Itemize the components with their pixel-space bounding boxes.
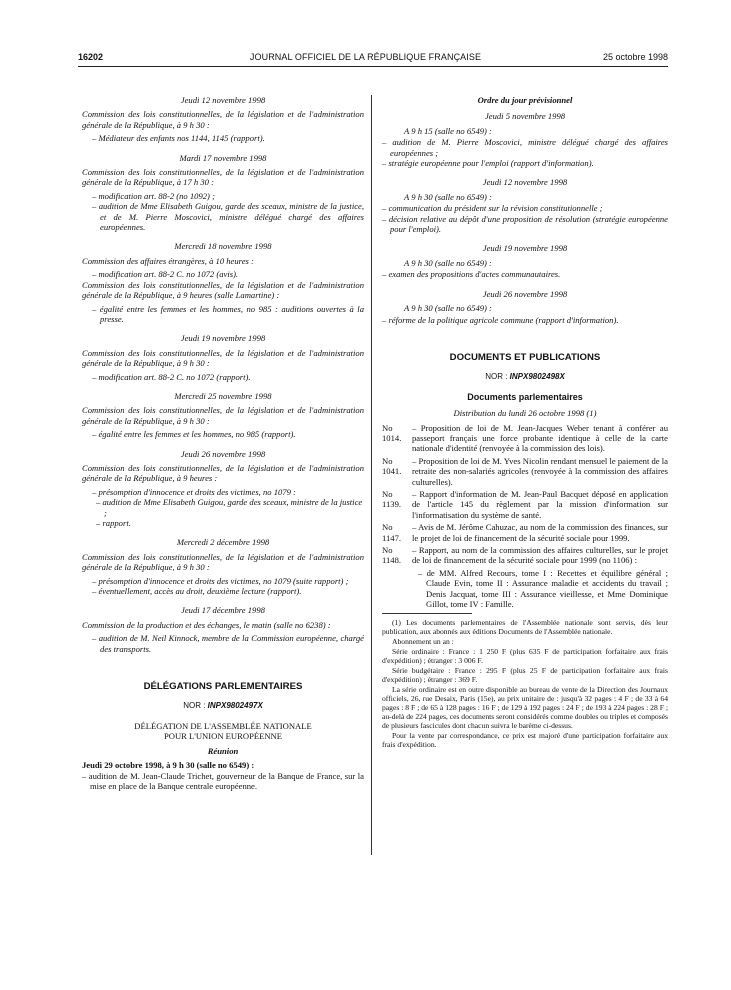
left-column	[82, 95, 364, 794]
document-number: No 1139.	[382, 488, 402, 510]
right-column	[382, 95, 668, 750]
date-heading: Mardi 17 novembre 1998	[179, 152, 267, 163]
date-heading: Jeudi 26 novembre 1998	[482, 288, 568, 299]
document-text: – Proposition de loi de M. Jean-Jacques Weber tenant à conférer au passeport français une force probante identique à celle de la carte nationale d'identité (renvoyée à la commission des lois).	[412, 422, 668, 454]
document-subentry: – de MM. Alfred Recours, tome I : Recettes et équilibre général ; Claude Evin, tome II : Assurance maladie et accidents du travail ; Denis Jacquat, tome III : Assurance vieillesse, et Mme Dominique Gillot, tome IV : Famille.	[418, 567, 668, 610]
delegation-name: DÉLÉGATION DE L'ASSEMBLÉE NATIONALE	[134, 720, 312, 731]
section-title: DÉLÉGATIONS PARLEMENTAIRES	[143, 681, 303, 693]
document-number: No 1014.	[382, 422, 402, 443]
time-room: A 9 h 30 (salle no 6549) :	[404, 257, 492, 268]
document-number: No 1148.	[382, 545, 402, 566]
time-room: A 9 h 30 (salle no 6549) :	[404, 303, 492, 314]
document-number: No 1147.	[382, 522, 402, 543]
agenda-item: – décision relative au dépôt d'une proposition de résolution (stratégie européenne pour l'emploi).	[382, 213, 668, 235]
document-entry	[382, 489, 668, 520]
agenda-item: – modification art. 88-2 C. no 1072 (avis).	[92, 269, 239, 280]
agenda-item: – présomption d'innocence et droits des victimes, no 1079 (suite rapport) ;	[92, 575, 349, 586]
agenda-item: – Médiateur des enfants nos 1144, 1145 (rapport).	[92, 133, 265, 144]
meeting-date: Jeudi 29 octobre 1998, à 9 h 30 (salle no 6549) :	[82, 760, 255, 771]
commission-entry: Commission des lois constitutionnelles, de la législation et de l'administration générale de la République, à 9 heures (salle Lamartine) :	[82, 279, 364, 301]
agenda-item: – audition de M. Pierre Moscovici, ministre délégué chargé des affaires européennes ;	[382, 137, 668, 158]
agenda-subitem: – audition de Mme Elisabeth Guigou, garde des sceaux, ministre de la justice ;	[96, 497, 363, 518]
commission-entry: Commission des lois constitutionnelles, de la législation et de l'administration générale de la République, à 17 h 30 :	[82, 167, 364, 188]
document-text: – Avis de M. Jérôme Cahuzac, au nom de la commission des finances, sur le projet de loi de financement de la sécurité sociale pour 1999.	[412, 522, 668, 543]
agenda-item: – audition de Mme Elisabeth Guigou, garde des sceaux, ministre de la justice, et de M. Pierre Moscovici, ministre délégué chargé des affaires européennes.	[92, 201, 364, 233]
date-heading: Jeudi 5 novembre 1998	[484, 111, 566, 122]
distribution-heading: Distribution du lundi 26 octobre 1998 (1)	[453, 408, 597, 419]
document-entry	[382, 545, 668, 566]
commission-entry: Commission des lois constitutionnelles, de la législation et de l'administration générale de la République, à 9 h 30 :	[82, 109, 364, 130]
document-entry	[382, 522, 668, 543]
commission-entry: Commission des lois constitutionnelles, de la législation et de l'administration générale de la République, à 9 h 30 :	[82, 551, 364, 573]
date-heading: Jeudi 19 novembre 1998	[482, 243, 568, 254]
commission-entry: Commission des lois constitutionnelles, de la législation et de l'administration générale de la République, à 9 h 30 :	[82, 347, 364, 369]
agenda-item: – audition de M. Neil Kinnock, membre de la Commission européenne, chargé des transports.	[92, 633, 364, 654]
footnote: Série budgétaire : France : 295 F (plus 25 F de participation forfaitaire aux frais d'expédition) ; étranger : 369 F.	[382, 666, 668, 685]
date-heading: Jeudi 17 décembre 1998	[181, 605, 265, 616]
meeting-heading: Réunion	[207, 745, 239, 756]
page-number: 16202	[78, 52, 104, 62]
agenda-item: – égalité entre les femmes et les hommes, no 985 (rapport).	[92, 429, 296, 440]
agenda-item: – réforme de la politique agricole commune (rapport d'information).	[382, 314, 619, 325]
date-heading: Jeudi 12 novembre 1998	[482, 177, 568, 188]
agenda-item: – examen des propositions d'actes communautaires.	[382, 269, 561, 280]
agenda-item: – éventuellement, accès au droit, deuxième lecture (rapport).	[92, 586, 302, 597]
time-room: A 9 h 30 (salle no 6549) :	[404, 191, 492, 202]
date-heading: Mercredi 25 novembre 1998	[174, 390, 272, 401]
time-room: A 9 h 15 (salle no 6549) :	[404, 125, 492, 136]
column-divider	[371, 95, 372, 855]
agenda-item: – égalité entre les femmes et les hommes, no 985 : auditions ouvertes à la presse.	[92, 303, 364, 324]
section-title: DOCUMENTS ET PUBLICATIONS	[449, 351, 601, 363]
date-heading: Jeudi 12 novembre 1998	[180, 95, 266, 105]
agenda-item: – modification art. 88-2 C. no 1072 (rapport).	[92, 371, 251, 382]
agenda-title: Ordre du jour prévisionnel	[477, 95, 573, 105]
date-heading: Jeudi 26 novembre 1998	[180, 448, 266, 459]
commission-entry: Commission des lois constitutionnelles, de la législation et de l'administration générale de la République, à 9 heures :	[82, 462, 364, 484]
date-heading: Mercredi 18 novembre 1998	[174, 241, 272, 252]
date-heading: Jeudi 19 novembre 1998	[180, 333, 266, 344]
footnote: Abonnement un an :	[392, 637, 454, 647]
journal-title: JOURNAL OFFICIEL DE LA RÉPUBLIQUE FRANÇAISE	[249, 52, 482, 62]
footnote-rule	[382, 613, 472, 614]
nor-reference: NOR : INPX9802497X	[183, 701, 263, 711]
document-text: – Rapport d'information de M. Jean-Paul Bacquet déposé en application de l'article 145 du règlement par la mission d'information sur l'informatisation du système de santé.	[412, 488, 668, 520]
agenda-item: – audition de M. Jean-Claude Trichet, gouverneur de la Banque de France, sur la mise en place de la Banque centrale européenne.	[82, 770, 364, 791]
commission-entry: Commission des affaires étrangères, à 10 heures :	[82, 255, 254, 266]
date-heading: Mercredi 2 décembre 1998	[176, 537, 270, 548]
header-rule	[78, 66, 668, 67]
agenda-item: – stratégie européenne pour l'emploi (rapport d'information).	[382, 158, 594, 169]
agenda-subitem: – rapport.	[96, 518, 131, 528]
footnote: Pour la vente par correspondance, ce prix est majoré d'une participation forfaitaire aux frais d'expédition.	[382, 731, 668, 750]
footnote: (1) Les documents parlementaires de l'Assemblée nationale sont servis, dès leur publication, aux abonnés aux éditions Documents de l'Assemblée nationale.	[382, 618, 668, 637]
document-number: No 1041.	[382, 455, 402, 477]
commission-entry: Commission des lois constitutionnelles, de la législation et de l'administration générale de la République, à 9 h 30 :	[82, 405, 364, 426]
subsection-title: Documents parlementaires	[467, 391, 583, 402]
delegation-name: POUR L'UNION EUROPÉENNE	[163, 731, 283, 742]
issue-date: 25 octobre 1998	[602, 52, 668, 62]
nor-reference: NOR : INPX9802498X	[485, 372, 565, 382]
agenda-item: – communication du président sur la révision constitutionnelle ;	[382, 203, 603, 214]
document-text: – Proposition de loi de M. Yves Nicolin rendant mensuel le paiement de la retraite des non-salariés agricoles (renvoyée à la commission des affaires culturelles).	[412, 455, 668, 487]
commission-entry: Commission de la production et des échanges, le matin (salle no 6238) :	[82, 619, 331, 630]
document-text: – Rapport, au nom de la commission des affaires culturelles, sur le projet de loi de financement de la sécurité sociale pour 1999 (no 1106) :	[412, 545, 668, 566]
document-entry	[382, 423, 668, 454]
footnote: La série ordinaire est en outre disponible au bureau de vente de la Direction des Journaux officiels, 26, rue Desaix, Paris (15e), au prix unitaire de : jusqu'à 32 pages : 4 F ; de 33 à 64 pages : 8 F ; de 65 à 128 pages : 16 F ; de 129 à 192 pages : 24 F ; de 193 à 224 pages : 28 F ; au-delà de 224 pages, ces documents seront considérés comme doubles ou triples et composés de plusieurs fascicules dont chacun suivra le barème ci-dessus.	[382, 685, 668, 731]
document-entry	[382, 456, 668, 487]
agenda-item: – présomption d'innocence et droits des victimes, no 1079 :	[92, 486, 296, 497]
agenda-item: – modification art. 88-2 (no 1092) ;	[92, 190, 215, 201]
footnote: Série ordinaire : France : 1 250 F (plus 635 F de participation forfaitaire aux frais d'expédition) ; étranger : 3 006 F.	[382, 647, 668, 666]
